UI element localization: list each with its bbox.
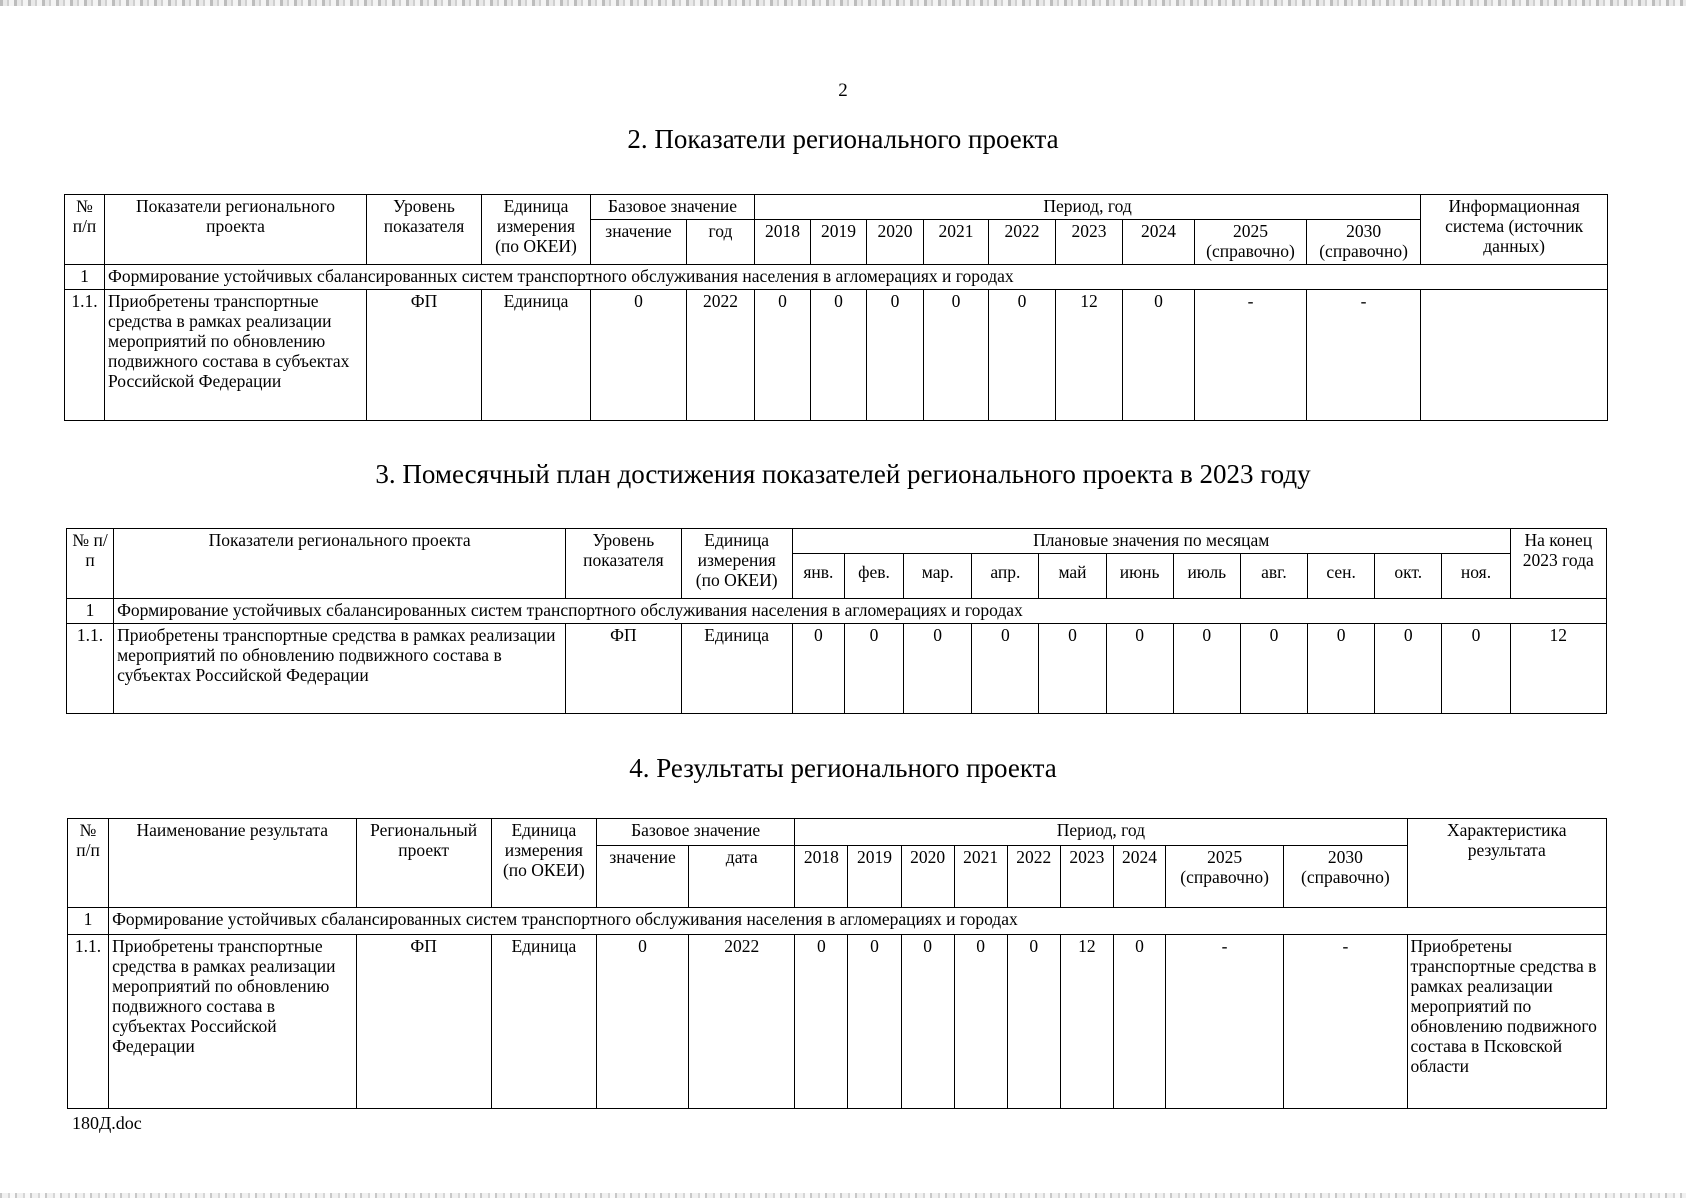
row-year-value: 0 bbox=[755, 290, 811, 421]
row-month-value: 0 bbox=[792, 624, 844, 714]
header-month: апр. bbox=[972, 554, 1039, 599]
row-month-value: 0 bbox=[844, 624, 903, 714]
group-num: 1 bbox=[68, 908, 109, 935]
header-num: № п/п bbox=[67, 529, 114, 599]
header-year: 2030 (справочно) bbox=[1307, 220, 1421, 265]
header-year: 2023 bbox=[1056, 220, 1123, 265]
header-month: май bbox=[1039, 554, 1106, 599]
row-year-value: 0 bbox=[867, 290, 924, 421]
section-3-title: 3. Помесячный план достижения показателей регионального проекта в 2023 году bbox=[375, 459, 1311, 489]
row-year-value: 12 bbox=[1060, 935, 1113, 1109]
header-characteristic: Характеристика результата bbox=[1407, 819, 1606, 908]
header-num: № п/п bbox=[68, 819, 109, 908]
row-indicator-name: Приобретены транспортные средства в рамках реализации мероприятий по обновлению подвижного состава в субъектах Российской Федерации bbox=[105, 290, 367, 421]
header-result: Наименование результата bbox=[109, 819, 356, 908]
header-period: Период, год bbox=[795, 819, 1407, 846]
row-month-value: 0 bbox=[904, 624, 972, 714]
row-num: 1.1. bbox=[67, 624, 114, 714]
row-level: ФП bbox=[367, 290, 482, 421]
row-month-value: 0 bbox=[1240, 624, 1307, 714]
header-year: 2024 bbox=[1113, 846, 1165, 908]
header-month: окт. bbox=[1375, 554, 1442, 599]
row-year-value: 0 bbox=[848, 935, 901, 1109]
header-month: июнь bbox=[1106, 554, 1173, 599]
header-unit: Единица измерения (по ОКЕИ) bbox=[482, 195, 591, 265]
row-year-value: 0 bbox=[1123, 290, 1195, 421]
header-base-value: значение bbox=[591, 220, 687, 265]
group-num: 1 bbox=[67, 599, 114, 624]
row-year-value: 0 bbox=[1113, 935, 1165, 1109]
row-characteristic: Приобретены транспортные средства в рамках реализации мероприятий по обновлению подвижного состава в Псковской области bbox=[1407, 935, 1606, 1109]
header-year: 2025 (справочно) bbox=[1165, 846, 1283, 908]
row-year-value: 0 bbox=[989, 290, 1056, 421]
group-title: Формирование устойчивых сбалансированных систем транспортного обслуживания населения в агломерациях и городах bbox=[105, 265, 1608, 290]
header-year: 2024 bbox=[1123, 220, 1195, 265]
header-info-system: Информационная система (источник данных) bbox=[1421, 195, 1608, 265]
group-title: Формирование устойчивых сбалансированных систем транспортного обслуживания населения в агломерациях и городах bbox=[109, 908, 1607, 935]
header-base: Базовое значение bbox=[596, 819, 794, 846]
header-year: 2025 (справочно) bbox=[1195, 220, 1307, 265]
row-month-value: 0 bbox=[1308, 624, 1375, 714]
header-base-value: значение bbox=[596, 846, 688, 908]
row-year-value: 0 bbox=[795, 935, 848, 1109]
header-month: июль bbox=[1173, 554, 1240, 599]
group-row bbox=[65, 265, 1608, 290]
row-month-value: 0 bbox=[1039, 624, 1106, 714]
header-month: янв. bbox=[792, 554, 844, 599]
header-indicator: Показатели регионального проекта bbox=[105, 195, 367, 265]
row-info-system bbox=[1421, 290, 1608, 421]
row-year-value: 0 bbox=[811, 290, 867, 421]
monthly-plan-table bbox=[66, 528, 1607, 714]
row-year-value: - bbox=[1307, 290, 1421, 421]
table-row bbox=[68, 935, 1607, 1109]
header-month: фев. bbox=[844, 554, 903, 599]
header-month: мар. bbox=[904, 554, 972, 599]
group-row bbox=[68, 908, 1607, 935]
header-year: 2021 bbox=[924, 220, 989, 265]
header-year: 2018 bbox=[795, 846, 848, 908]
section-2-title: 2. Показатели регионального проекта bbox=[627, 124, 1059, 154]
row-unit: Единица bbox=[681, 624, 792, 714]
row-month-value: 0 bbox=[1375, 624, 1442, 714]
row-base-value: 0 bbox=[596, 935, 688, 1109]
row-year-value: 0 bbox=[954, 935, 1007, 1109]
row-month-value: 0 bbox=[1106, 624, 1173, 714]
row-year-value: 0 bbox=[924, 290, 989, 421]
results-table bbox=[67, 818, 1607, 1109]
header-planned: Плановые значения по месяцам bbox=[792, 529, 1510, 554]
header-base-date: дата bbox=[689, 846, 795, 908]
header-level: Уровень показателя bbox=[566, 529, 681, 599]
indicators-table bbox=[64, 194, 1608, 421]
table-row bbox=[65, 290, 1608, 421]
row-year-value: - bbox=[1165, 935, 1283, 1109]
header-level: Уровень показателя bbox=[367, 195, 482, 265]
header-year: 2019 bbox=[811, 220, 867, 265]
row-end-of-year: 12 bbox=[1510, 624, 1606, 714]
page-number: 2 bbox=[838, 80, 848, 101]
header-base-year: год bbox=[687, 220, 755, 265]
header-month: сен. bbox=[1308, 554, 1375, 599]
row-indicator-name: Приобретены транспортные средства в рамках реализации мероприятий по обновлению подвижного состава в субъектах Российской Федерации bbox=[114, 624, 566, 714]
header-year: 2023 bbox=[1060, 846, 1113, 908]
header-month: ноя. bbox=[1442, 554, 1510, 599]
row-base-value: 0 bbox=[591, 290, 687, 421]
header-year: 2021 bbox=[954, 846, 1007, 908]
row-month-value: 0 bbox=[1442, 624, 1510, 714]
header-year: 2022 bbox=[1007, 846, 1060, 908]
row-num: 1.1. bbox=[65, 290, 105, 421]
header-base: Базовое значение bbox=[591, 195, 755, 220]
header-unit: Единица измерения (по ОКЕИ) bbox=[681, 529, 792, 599]
row-level: ФП bbox=[566, 624, 681, 714]
header-unit: Единица измерения (по ОКЕИ) bbox=[491, 819, 596, 908]
group-row bbox=[67, 599, 1607, 624]
row-unit: Единица bbox=[491, 935, 596, 1109]
row-year-value: - bbox=[1195, 290, 1307, 421]
header-num: № п/п bbox=[65, 195, 105, 265]
row-base-date: 2022 bbox=[689, 935, 795, 1109]
header-year: 2022 bbox=[989, 220, 1056, 265]
row-result-name: Приобретены транспортные средства в рамках реализации мероприятий по обновлению подвижного состава в субъектах Российской Федерации bbox=[109, 935, 356, 1109]
row-num: 1.1. bbox=[68, 935, 109, 1109]
footer-filename: 180Д.doc bbox=[72, 1113, 142, 1133]
row-project: ФП bbox=[356, 935, 491, 1109]
header-period: Период, год bbox=[755, 195, 1421, 220]
header-month: авг. bbox=[1240, 554, 1307, 599]
header-indicator: Показатели регионального проекта bbox=[114, 529, 566, 599]
row-year-value: 0 bbox=[1007, 935, 1060, 1109]
row-base-year: 2022 bbox=[687, 290, 755, 421]
scan-edge-bottom bbox=[0, 1193, 1686, 1198]
section-4-title: 4. Результаты регионального проекта bbox=[629, 753, 1057, 783]
header-end-of-year: На конец 2023 года bbox=[1510, 529, 1606, 599]
row-month-value: 0 bbox=[1173, 624, 1240, 714]
header-year: 2020 bbox=[901, 846, 954, 908]
header-year: 2018 bbox=[755, 220, 811, 265]
header-year: 2020 bbox=[867, 220, 924, 265]
group-num: 1 bbox=[65, 265, 105, 290]
row-year-value: 0 bbox=[901, 935, 954, 1109]
header-year: 2019 bbox=[848, 846, 901, 908]
row-year-value: - bbox=[1284, 935, 1407, 1109]
header-project: Региональный проект bbox=[356, 819, 491, 908]
row-year-value: 12 bbox=[1056, 290, 1123, 421]
scan-edge-top bbox=[0, 0, 1686, 6]
table-row bbox=[67, 624, 1607, 714]
group-title: Формирование устойчивых сбалансированных систем транспортного обслуживания населения в агломерациях и городах bbox=[114, 599, 1607, 624]
row-month-value: 0 bbox=[972, 624, 1039, 714]
header-year: 2030 (справочно) bbox=[1284, 846, 1407, 908]
row-unit: Единица bbox=[482, 290, 591, 421]
